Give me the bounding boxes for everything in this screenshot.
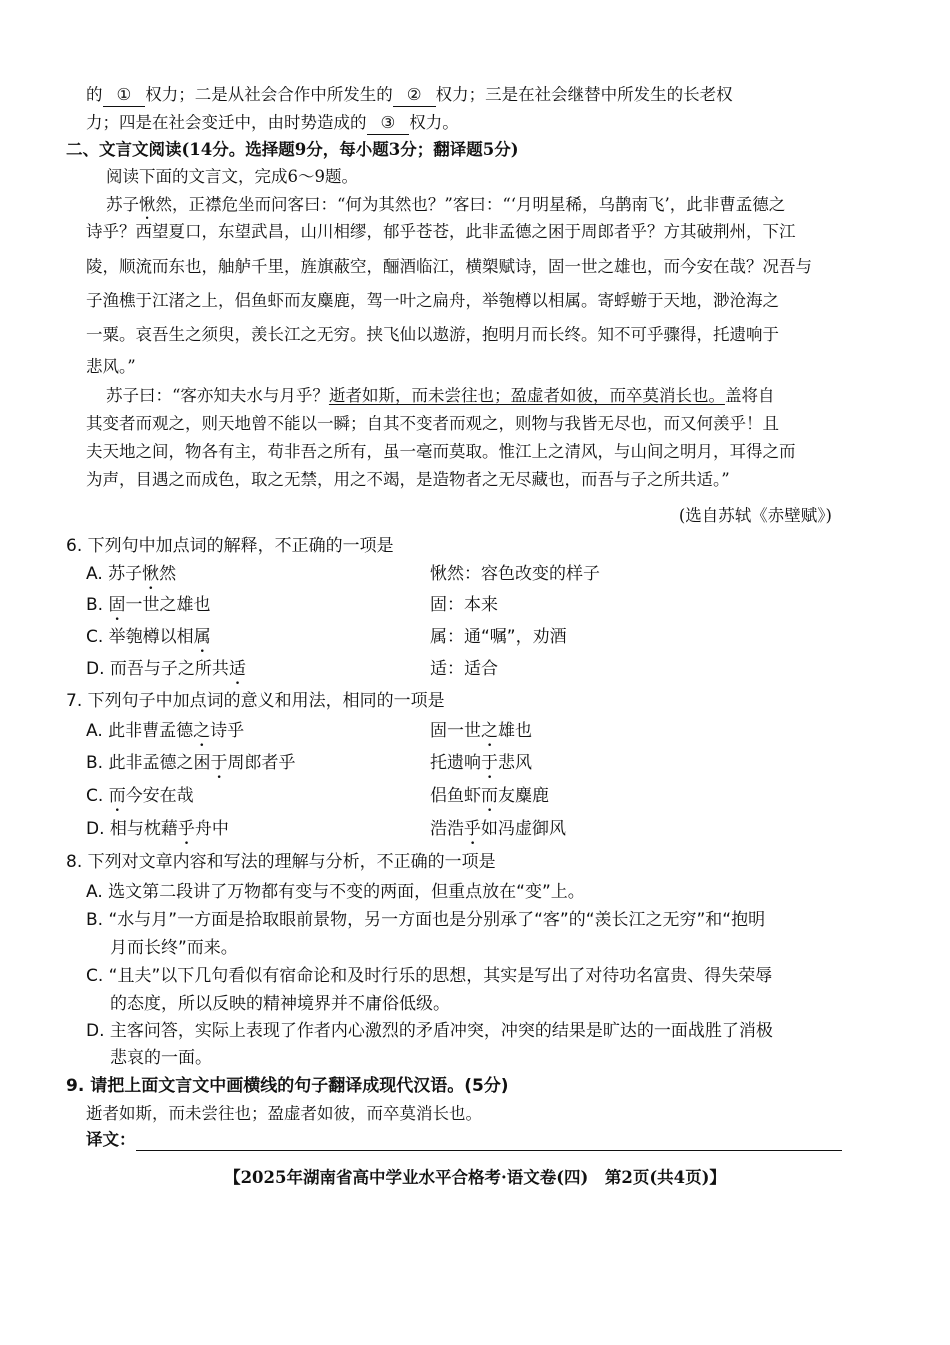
passage-line: 子渔樵于江渚之上，侣鱼虾而友麋鹿，驾一叶之扁舟，举匏樽以相属。寄蜉蝣于天地，渺沧海之	[86, 291, 779, 310]
fill-blank-3: ③	[367, 112, 410, 135]
intro-text: 的	[86, 85, 103, 104]
intro-text: 权力；二是从社会合作中所发生的	[145, 85, 393, 104]
q8-option-c: C. “且夫”以下几句看似有宿命论和及时行乐的思想，其实是写出了对待功名富贵、得失荣辱	[86, 966, 773, 986]
q7-option-b	[86, 752, 295, 783]
option-text: 悲风	[498, 753, 532, 773]
passage-text: 苏子曰：“客亦知夫水与月乎？	[106, 386, 329, 405]
passage-line: 其变者而观之，则天地曾不能以一瞬；自其不变者而观之，则物与我皆无尽也，而又何羡乎！且	[86, 414, 779, 433]
option-text: 周郎者乎	[227, 753, 296, 773]
option-label: D. 而吾与子之所共	[86, 659, 229, 679]
q6-option-a-explanation: 愀然：容色改变的样子	[430, 564, 600, 584]
q7-option-d	[86, 818, 229, 849]
option-text: 一世之雄也	[125, 595, 211, 615]
intro-line-1	[86, 84, 733, 107]
dotted-word: 愀	[139, 195, 156, 214]
passage-line: 夫天地之间，物各有主，苟非吾之所有，虽一毫而莫取。惟江上之清风，与山间之明月，耳得之而	[86, 442, 796, 461]
section-instruction: 阅读下面的文言文，完成6～9题。	[106, 167, 358, 186]
q8-option-c-cont: 的态度，所以反映的精神境界并不庸俗低级。	[110, 994, 450, 1014]
fill-blank-2: ②	[393, 84, 436, 107]
option-label: A. 苏子	[86, 564, 143, 584]
passage-line	[106, 194, 785, 223]
q8-option-b-cont: 月而长终”而来。	[110, 938, 238, 958]
q6-option-a	[86, 563, 176, 594]
dotted-word: 之	[193, 721, 211, 741]
q9-sentence: 逝者如斯，而未尝往也；盈虚者如彼，而卒莫消长也。	[86, 1104, 482, 1123]
dotted-word: 乎	[464, 819, 481, 839]
dotted-word: 而	[108, 786, 126, 806]
q6-option-d-explanation: 适：适合	[430, 659, 498, 679]
q7-option-b-compare	[430, 752, 532, 783]
q8-option-a: A. 选文第二段讲了万物都有变与不变的两面，但重点放在“变”上。	[86, 882, 585, 902]
passage-text: 盖将自	[724, 386, 775, 405]
q8-option-d-cont: 悲哀的一面。	[110, 1048, 212, 1068]
answer-label: 译文：	[86, 1130, 136, 1149]
q7-option-d-compare	[430, 818, 566, 849]
q6-option-b-explanation: 固：本来	[430, 595, 498, 615]
option-text: 雄也	[498, 721, 532, 741]
q7-option-c-compare	[430, 785, 549, 816]
intro-text: 力；四是在社会变迁中，由时势造成的	[86, 113, 367, 132]
q6-option-c	[86, 626, 211, 657]
question-8-stem: 8. 下列对文章内容和写法的理解与分析，不正确的一项是	[66, 852, 496, 872]
option-text: 诗乎	[210, 721, 245, 741]
section-heading: 二、文言文阅读(14分。选择题9分，每小题3分；翻译题5分)	[66, 140, 519, 159]
passage-text: 苏子	[106, 195, 139, 214]
option-text: 如冯虚御风	[481, 819, 566, 839]
q7-option-c	[86, 785, 194, 816]
passage-source: (选自苏轼《赤壁赋》)	[678, 506, 832, 525]
intro-text: 权力。	[409, 113, 459, 132]
q7-option-a-compare	[430, 720, 532, 751]
dotted-word: 于	[481, 753, 498, 773]
fill-blank-1: ①	[103, 84, 146, 107]
option-text: 侣鱼虾	[430, 786, 481, 806]
passage-line: 一粟。哀吾生之须臾，羡长江之无穷。挟飞仙以遨游，抱明月而长终。知不可乎骤得，托遗响于	[86, 325, 779, 344]
option-text: A. 此非曹孟德	[86, 721, 194, 741]
dotted-word: 乎	[177, 819, 195, 839]
page-footer: 【2025年湖南省高中学业水平合格考·语文卷(四) 第2页(共4页)】	[224, 1168, 726, 1187]
q7-option-a	[86, 720, 244, 751]
option-text: B. 此非孟德之困	[86, 753, 211, 773]
option-text: 友麋鹿	[498, 786, 549, 806]
q9-answer-row	[86, 1129, 842, 1151]
intro-line-2	[86, 112, 459, 135]
question-6-stem: 6. 下列句中加点词的解释，不正确的一项是	[66, 536, 394, 556]
passage-line: 诗乎？西望夏口，东望武昌，山川相缪，郁乎苍苍，此非孟德之困于周郎者乎？方其破荆州，下江	[86, 222, 796, 241]
passage-line	[106, 385, 774, 407]
dotted-word: 愀	[142, 564, 160, 584]
answer-line[interactable]	[136, 1130, 842, 1151]
option-text: C.	[86, 786, 109, 806]
dotted-word: 于	[210, 753, 228, 773]
dotted-word: 之	[481, 721, 498, 741]
option-text: D. 相与枕藉	[86, 819, 178, 839]
passage-line: 悲风。”	[86, 357, 136, 376]
dotted-word: 而	[481, 786, 498, 806]
option-text: 托遗响	[430, 753, 481, 773]
option-text: 舟中	[194, 819, 229, 839]
dotted-word: 固	[108, 595, 126, 615]
q6-option-d	[86, 658, 246, 689]
intro-text: 权力；三是在社会继替中所发生的长老权	[435, 85, 733, 104]
option-label: C. 举匏樽以相	[86, 627, 194, 647]
option-label: B.	[86, 595, 109, 615]
q6-option-c-explanation: 属：通“嘱”，劝酒	[430, 627, 567, 647]
passage-line: 陵，顺流而东也，舳舻千里，旌旗蔽空，酾酒临江，横槊赋诗，固一世之雄也，而今安在哉？况吾与	[86, 257, 812, 276]
option-text: 固一世	[430, 721, 481, 741]
question-9-stem: 9. 请把上面文言文中画横线的句子翻译成现代汉语。(5分)	[66, 1076, 509, 1096]
passage-text: 然，正襟危坐而问客曰：“何为其然也？”客曰：“‘月明星稀，乌鹊南飞’，此非曹孟德之	[155, 195, 786, 214]
option-text: 浩浩	[430, 819, 464, 839]
dotted-word: 属	[193, 627, 211, 647]
q8-option-b: B. “水与月”一方面是拾取眼前景物，另一方面也是分别承了“客”的“羡长江之无穷”和“抱明	[86, 910, 766, 930]
question-7-stem: 7. 下列句子中加点词的意义和用法，相同的一项是	[66, 691, 445, 711]
dotted-word: 适	[228, 659, 246, 679]
passage-line: 为声，目遇之而成色，取之无禁，用之不竭，是造物者之无尽藏也，而吾与子之所共适。”	[86, 470, 730, 489]
option-text: 今安在哉	[125, 786, 194, 806]
q8-option-d: D. 主客问答，实际上表现了作者内心激烈的矛盾冲突，冲突的结果是旷达的一面战胜了消极	[86, 1021, 773, 1041]
underlined-sentence: 逝者如斯，而未尝往也；盈虚者如彼，而卒莫消长也。	[328, 386, 725, 405]
q6-option-b	[86, 594, 210, 625]
option-text: 然	[159, 564, 177, 584]
